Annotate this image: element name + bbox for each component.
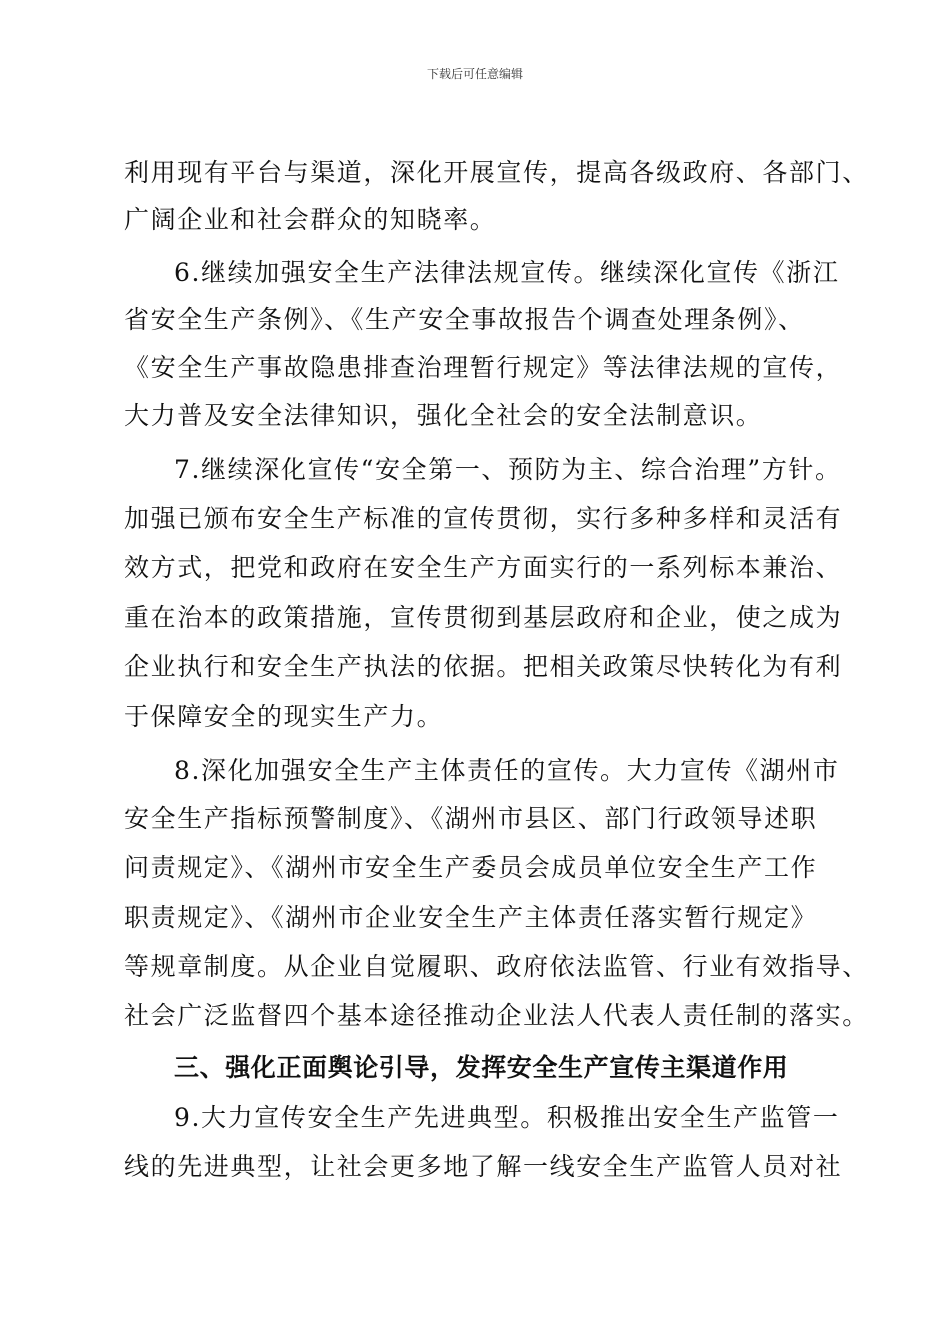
text-line: 大力普及安全法律知识，强化全社会的安全法制意识。 [124,401,763,430]
paragraph-9-first-line: 9.大力宣传安全生产先进典型。积极推出安全生产监管一 [174,1103,840,1132]
section-heading: 三、强化正面舆论引导，发挥安全生产宣传主渠道作用 [174,1053,789,1082]
text-line: 线的先进典型，让社会更多地了解一线安全生产监管人员对社 [124,1152,843,1181]
text-line: 于保障安全的现实生产力。 [124,702,444,731]
text-line: 利用现有平台与渠道，深化开展宣传，提高各级政府、各部门、 [124,158,869,187]
text-line: 重在治本的政策措施，宣传贯彻到基层政府和企业，使之成为 [124,603,843,632]
page-header-note: 下载后可任意编辑 [426,67,523,81]
paragraph-7-first-line: 7.继续深化宣传“安全第一、预防为主、综合治理”方针。 [174,455,842,484]
text-line: 省安全生产条例》、《生产安全事故报告个调查处理条例》、 [124,305,805,334]
paragraph-6-first-line: 6.继续加强安全生产法律法规宣传。继续深化宣传《浙江 [174,258,840,287]
text-line: 问责规定》、《湖州市安全生产委员会成员单位安全生产工作 [124,853,818,882]
text-line: 等规章制度。从企业自觉履职、政府依法监管、行业有效指导、 [124,952,869,981]
text-line: 广阔企业和社会群众的知晓率。 [124,205,497,234]
text-line: 安全生产指标预警制度》、《湖州市县区、部门行政领导述职 [124,804,818,833]
text-line: 职责规定》、《湖州市企业安全生产主体责任落实暂行规定》 [124,903,818,932]
text-line: 企业执行和安全生产执法的依据。把相关政策尽快转化为有利 [124,652,843,681]
text-line: 社会广泛监督四个基本途径推动企业法人代表人责任制的落实。 [124,1001,869,1030]
text-line: 效方式，把党和政府在安全生产方面实行的一系列标本兼治、 [124,553,843,582]
paragraph-8-first-line: 8.深化加强安全生产主体责任的宣传。大力宣传《湖州市 [174,756,840,785]
text-line: 《安全生产事故隐患排查治理暂行规定》等法律法规的宣传， [124,353,843,382]
text-line: 加强已颁布安全生产标准的宣传贯彻，实行多种多样和灵活有 [124,504,843,533]
